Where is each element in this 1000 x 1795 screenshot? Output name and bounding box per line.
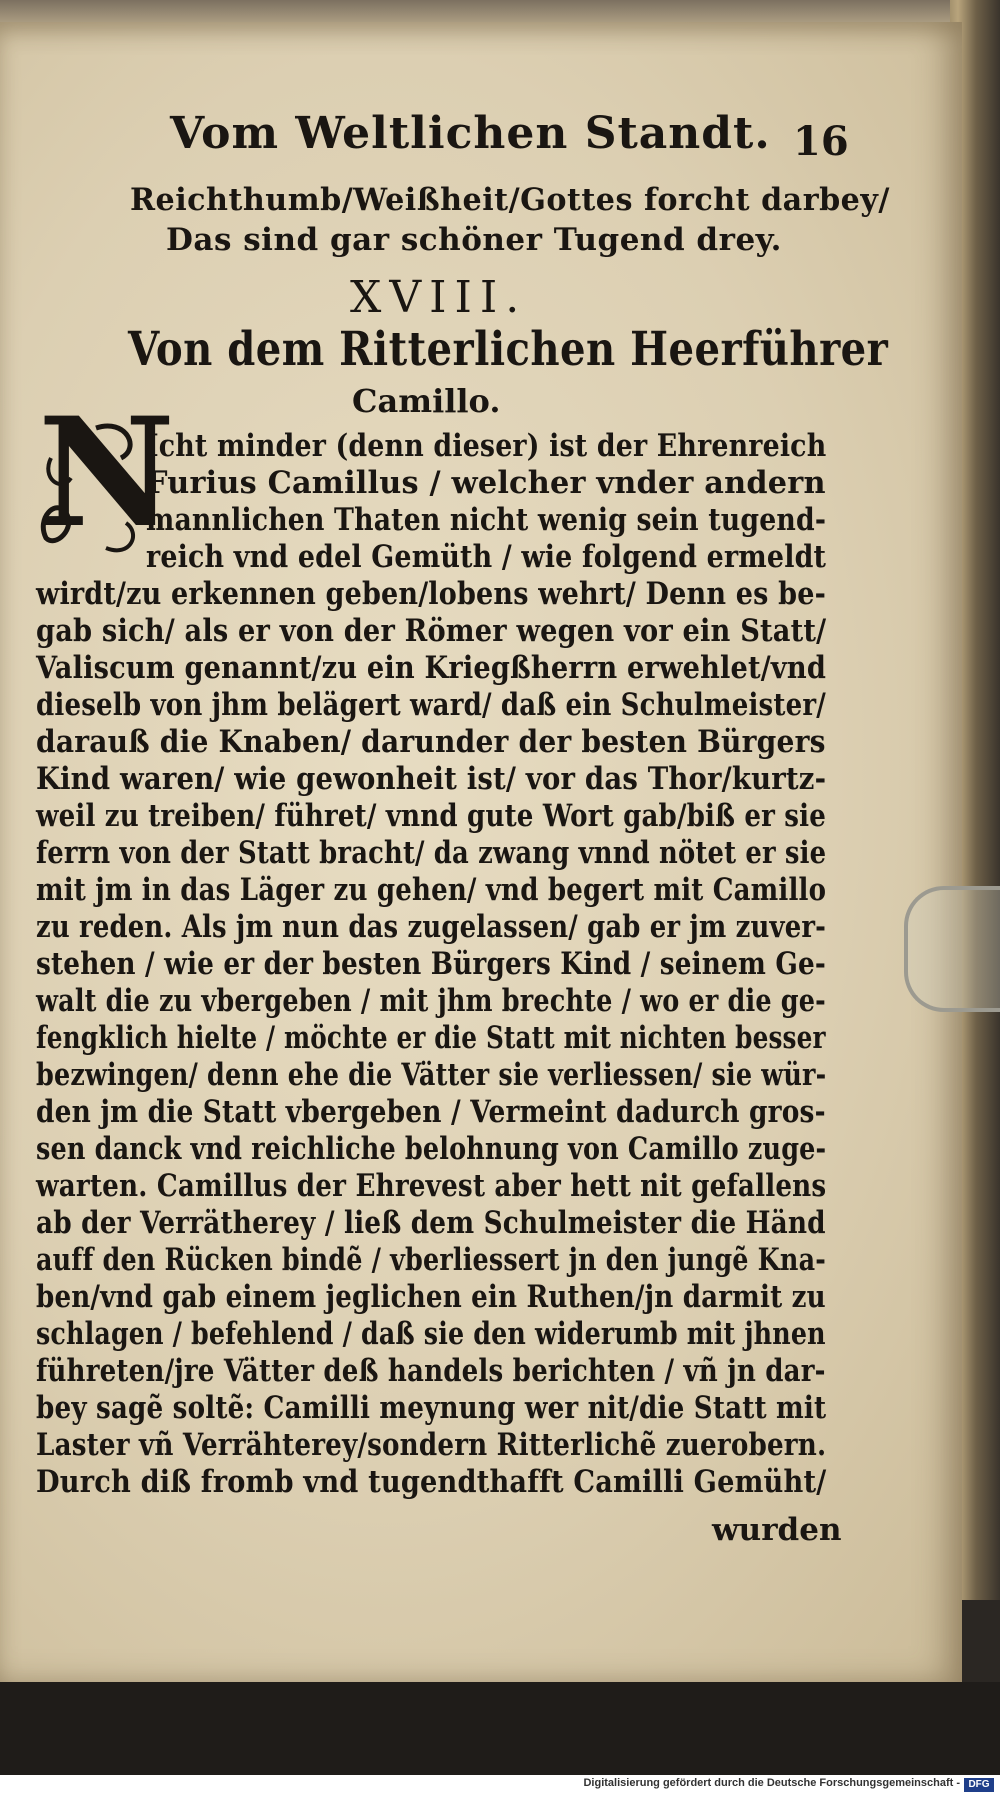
body-line: bezwingen/ denn ehe die Vätter sie verliessen/ sie wür- [36, 1057, 827, 1093]
body-line: auff den Rücken bindẽ / vberliessert jn den jungẽ Kna- [36, 1242, 826, 1278]
body-line: mit jm in das Läger zu gehen/ vnd begert mit Camillo [36, 872, 827, 908]
body-line: stehen / wie er der besten Bürgers Kind / seinem Ge- [36, 946, 826, 982]
body-line: gab sich/ als er von der Römer wegen vor ein Statt/ [36, 613, 827, 649]
chapter-title: Von dem Ritterlichen Heerführer [128, 322, 889, 377]
body-line: weil zu treiben/ führet/ vnnd gute Wort gab/biß er sie [36, 798, 826, 834]
chapter-subtitle: Camillo. [352, 382, 501, 420]
body-line: warten. Camillus der Ehrevest aber hett nit gefallens [36, 1168, 827, 1204]
body-line: Furius Camillus / welcher vnder andern [146, 465, 826, 501]
verse-line-1: Reichthumb/Weißheit/Gottes forcht darbey/ [130, 182, 890, 218]
running-head: Vom Weltlichen Standt. [170, 108, 771, 159]
body-line: Kind waren/ wie gewonheit ist/ vor das Thor/kurtz- [36, 761, 827, 797]
body-line: mannlichen Thaten nicht wenig sein tugend- [146, 502, 827, 538]
drop-cap-initial: N [38, 385, 176, 561]
body-line: walt die zu vbergeben / mit jhm brechte / wo er die ge- [36, 983, 826, 1019]
catchword: wurden [712, 1512, 842, 1548]
verse-line-2: Das sind gar schöner Tugend drey. [166, 222, 782, 258]
body-line: bey sagẽ soltẽ: Camilli meynung wer nit/die Statt mit [36, 1390, 827, 1426]
body-line: dieselb von jhm belägert ward/ daß ein Schulmeister/ [36, 687, 826, 723]
body-line: schlagen / befehlend / daß sie den widerumb mit jhnen [36, 1316, 826, 1352]
dfg-logo: DFG [964, 1778, 994, 1792]
body-line: ferrn von der Statt bracht/ da zwang vnnd nötet er sie [36, 835, 827, 871]
body-line: Laster vñ Verrähterey/sondern Ritterlichẽ zuerobern. [36, 1427, 827, 1463]
body-line: den jm die Statt vbergeben / Vermeint dadurch gros- [36, 1094, 826, 1130]
footer-bar [0, 1775, 1000, 1795]
body-line: ben/vnd gab einem jeglichen ein Ruthen/jn darmit zu [36, 1279, 826, 1315]
body-line: wirdt/zu erkennen geben/lobens wehrt/ Denn es be- [36, 576, 826, 612]
body-line: Durch diß fromb vnd tugendthafft Camilli Gemüht/ [36, 1464, 827, 1500]
body-line: darauß die Knaben/ darunder der besten Bürgers [36, 724, 826, 760]
body-line: Valiscum genannt/zu ein Kriegßherrn erwehlet/vnd [36, 650, 827, 686]
body-line: reich vnd edel Gemüth / wie folgend ermeldt [146, 539, 827, 575]
body-line: Icht minder (denn dieser) ist der Ehrenreich [146, 428, 827, 464]
body-line: führeten/jre Vätter deß handels berichten / vñ jn dar- [36, 1353, 826, 1389]
page-clip [904, 886, 1000, 1012]
body-line: ab der Verrätherey / ließ dem Schulmeister die Händ [36, 1205, 826, 1241]
page-number: 16 [793, 118, 849, 165]
body-line: zu reden. Als jm nun das zugelassen/ gab er jm zuver- [36, 909, 827, 945]
chapter-number: XVIII. [350, 272, 528, 323]
body-line: sen danck vnd reichliche belohnung von Camillo zuge- [36, 1131, 827, 1167]
footer-credit: Digitalisierung gefördert durch die Deutsche Forschungsgemeinschaft - [583, 1777, 960, 1789]
body-line: fengklich hielte / möchte er die Statt mit nichten besser [36, 1020, 826, 1056]
